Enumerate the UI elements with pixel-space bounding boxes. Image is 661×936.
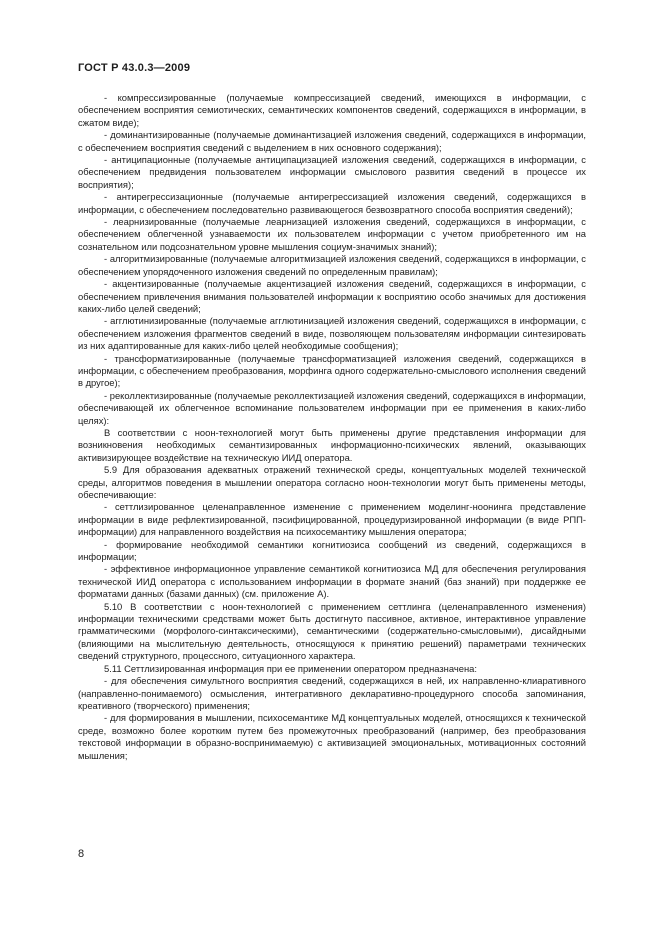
paragraph: - формирование необходимой семантики когнитиозиса сообщений из сведений, содержащихся в информации;: [78, 538, 586, 563]
paragraph: - трансформатизированные (получаемые трансформатизацией изложения сведений, содержащихся в информации, с обеспечением преобразования, морфинга одного содержательно-смыслового исполнения сведений в другое);: [78, 352, 586, 389]
paragraph: - эффективное информационное управление семантикой когнитиозиса МД для обеспечения регулирования технической ИИД оператора с использованием информации в формате знаний (баз знаний) при поддержке ее форматами данных (базами данных) (см. приложение А).: [78, 563, 586, 600]
paragraph: 5.11 Сеттлизированная информация при ее применении оператором предназначена:: [104, 662, 477, 674]
standard-header: ГОСТ Р 43.0.3—2009: [78, 62, 191, 74]
paragraph: - доминантизированные (получаемые доминантизацией изложения сведений, содержащихся в информации, с обеспечением восприятия сведений с выделением в них основного содержания);: [78, 129, 586, 153]
document-body: [78, 92, 586, 762]
paragraph: - для обеспечения симультного восприятия сведений, содержащихся в ней, их направленно-клиаративного (направленно-понимаемого) осмысления, интегративного декларативно-процедурного способа запоминания, креативного (творческого) применения;: [78, 675, 586, 711]
paragraph: - для формирования в мышлении, психосемантике МД концептуальных моделей, относящихся к технической среде, возможно более коротким путем без промежуточных преобразований (например, без преобразования текстовой информации в образно-воспринимаемую) с активизацией эмоциональных, мотивационных состояний мышления;: [78, 712, 586, 761]
page-number: 8: [78, 848, 85, 860]
paragraph: - леарнизированные (получаемые леарнизацией изложения сведений, содержащихся в информации, с обеспечением облегченной узнаваемости их пользователем информации с учетом приобретенного им на сознательном или подсознательном уровне мышления социум-значимых знаний);: [78, 216, 586, 252]
paragraph: В соответствии с ноон-технологией могут быть применены другие представления информации для возникновения необходимых семантизированных информационно-психических явлений, оказывающих активизирующее воздействие на техническую ИИД оператора.: [78, 426, 586, 463]
paragraph: - сеттлизированное целенаправленное изменение с применением моделинг-ноонинга представление информации в виде рефлектизированной, пэсифицированной, процедуризированной информации (в виде РПП-информации) для направленного воздействия на психосемантику мышления оператора;: [78, 501, 586, 538]
paragraph: - реколлектизированные (получаемые реколлектизацией изложения сведений, содержащихся в информации, обеспечивающей их облегченное вспоминание пользователем информации при ее применения в каких-либо целях):: [78, 389, 586, 426]
paragraph: - антиципационные (получаемые антиципацизацией изложения сведений, содержащихся в информации, с обеспечением предвидения пользователем информации смыслового развития сведений в процессе их восприятия);: [78, 154, 586, 190]
paragraph: - антирегрессизационные (получаемые антирегрессизацией изложения сведений, содержащихся в информации, с обеспечением последовательно развивающегося безвозвратного способа восприятия сведений);: [78, 191, 586, 215]
paragraph: - агглютинизированные (получаемые агглютинизацией изложения сведений, содержащихся в информации, с обеспечением изложения фрагментов сведений в виде, позволяющем пользователям информации синтезировать из них адаптированные для каких-либо целей необходимые сообщения);: [78, 315, 586, 352]
paragraph: - компрессизированные (получаемые компрессизацией сведений, имеющихся в информации, с обеспечением восприятия семиотических, семантических компонентов сведений, содержащихся в информации, в сжатом виде);: [78, 92, 586, 128]
paragraph: - акцентизированные (получаемые акцентизацией изложения сведений, содержащихся в информации, с обеспечением привлечения внимания пользователей информации к восприятию особо значимых для достижения каких-либо целей сведений;: [78, 278, 586, 314]
paragraph: 5.10 В соответствии с ноон-технологией с применением сеттлинга (целенаправленного изменения) информации техническими средствами может быть достигнуто пассивное, активное, интерактивное управление грамматическими (морфолого-синтаксическими), семантическими (содержательно-смысловыми), дисайдными (влияющими на мыслительную деятельность, относящуюся к принятию решений) параметрами технических сведений структурного, процессного, ситуационного характера.: [78, 600, 586, 662]
paragraph: - алгоритмизированные (получаемые алгоритмизацией изложения сведений, содержащихся в информации, с обеспечением упорядоченного изложения сведений по определенным правилам);: [78, 253, 586, 277]
paragraph: 5.9 Для образования адекватных отражений технической среды, концептуальных моделей технической среды, алгоритмов поведения в мышлении оператора согласно ноон-технологии могут быть применены методы, обеспечивающие:: [78, 464, 586, 500]
